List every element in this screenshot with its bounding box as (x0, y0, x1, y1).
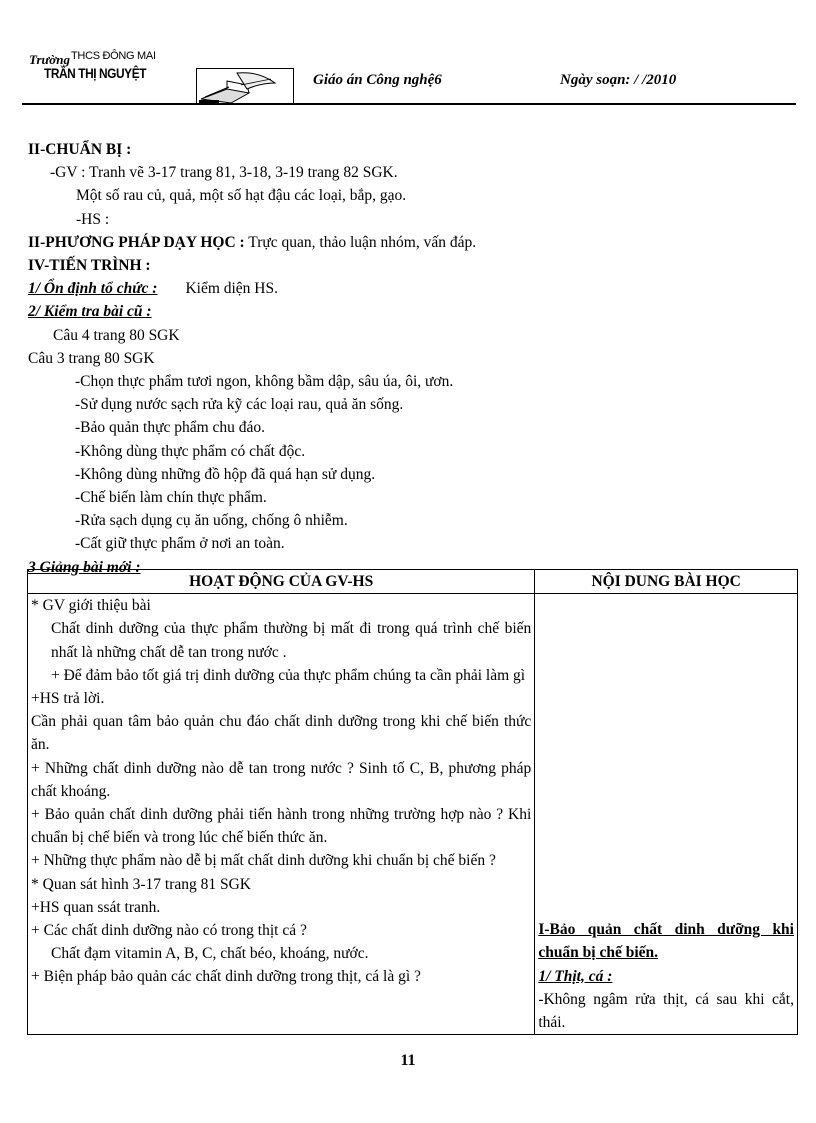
activity-line: + Để đảm bảo tốt giá trị dinh dưỡng của thực phẩm chúng ta cần phải làm gì (51, 666, 526, 684)
activity-line: +HS quan ssát tranh. (31, 898, 161, 916)
content-header: NỘI DUNG BÀI HỌC (535, 570, 798, 594)
lesson-body (28, 138, 798, 579)
activity-line: * Quan sát hình 3-17 trang 81 SGK (31, 875, 251, 893)
activity-line: Cần phải quan tâm bảo quản chu đáo chất dinh dưỡng trong khi chế biến thức ăn. (31, 713, 532, 754)
activity-line: +HS trả lời. (31, 690, 105, 708)
activity-line: + Những chất dinh dưỡng nào dễ tan trong nước ? Sinh tố C, B, phương pháp chất khoáng. (31, 759, 532, 800)
content-sub: 1/ Thịt, cá : (538, 967, 613, 985)
header-divider (22, 103, 796, 105)
step1-line (28, 277, 798, 300)
activity-cell (28, 594, 535, 1035)
q3-item: -Cất giữ thực phẩm ở nơi an toàn. (75, 535, 285, 553)
prep-title: II-CHUẨN BỊ : (28, 141, 132, 158)
lesson-table (27, 569, 798, 1035)
prep-date: Ngày soạn: / /2010 (560, 72, 677, 88)
content-spacer (538, 594, 794, 918)
content-cell (535, 594, 798, 1035)
activity-line: Chất đạm vitamin A, B, C, chất béo, khoáng, nước. (51, 945, 369, 963)
content-text: -Không ngâm rửa thịt, cá sau khi cắt, thái. (538, 990, 794, 1032)
subject-title: Giáo án Công nghệ6 (313, 72, 442, 88)
step3-title: 3 Giảng bài mới : (28, 558, 141, 576)
question-3: Câu 3 trang 80 SGK (28, 349, 155, 367)
process-title: IV-TIẾN TRÌNH : (28, 257, 151, 275)
book-quill-icon (197, 69, 293, 105)
q3-item: -Không dùng thực phẩm có chất độc. (75, 442, 306, 460)
q3-item: -Rửa sạch dụng cụ ăn uống, chống ô nhiễm. (75, 512, 348, 530)
activity-line: + Các chất dinh dưỡng nào có trong thịt cá ? (31, 922, 307, 940)
activity-line: Chất dinh dưỡng của thực phẩm thường bị mất đi trong quá trình chế biến nhất là những chất dễ tan trong nước . (51, 620, 532, 661)
school-name: THCS ĐÔNG MAI (71, 50, 156, 62)
school-prefix: Trường (29, 52, 71, 67)
method-line (28, 231, 798, 254)
prep-gv: -GV : Tranh vẽ 3-17 trang 81, 3-18, 3-19 trang 82 SGK. (50, 164, 398, 182)
page-number: 11 (400, 1052, 416, 1069)
q3-item: -Bảo quản thực phẩm chu đáo. (75, 419, 266, 437)
q3-item: -Chế biến làm chín thực phẩm. (75, 489, 267, 507)
table-header-row (28, 570, 798, 594)
method-text: Trực quan, thảo luận nhóm, vấn đáp. (244, 233, 477, 251)
activity-line: * GV giới thiệu bài (31, 597, 151, 615)
step1-title: 1/ Ổn định tổ chức : (28, 280, 158, 298)
method-title: II-PHƯƠNG PHÁP DẠY HỌC : (28, 233, 245, 251)
question-4: Câu 4 trang 80 SGK (53, 326, 180, 344)
activity-line: + Biện pháp bảo quản các chất dinh dưỡng trong thịt, cá là gì ? (31, 968, 421, 986)
page-header (0, 0, 816, 110)
prep-items: Một số rau củ, quả, một số hạt đậu các loại, bắp, gạo. (76, 187, 407, 205)
table-row (28, 594, 798, 1035)
prep-hs: -HS : (76, 210, 110, 228)
step1-text: Kiểm diện HS. (185, 280, 278, 298)
q3-item: -Sử dụng nước sạch rửa kỹ các loại rau, quả ăn sống. (75, 396, 404, 414)
q3-item: -Không dùng những đồ hộp đã quá hạn sử dụng. (75, 465, 376, 483)
step2-title: 2/ Kiểm tra bài cũ : (28, 303, 152, 321)
teacher-name: TRẦN THỊ NGUYỆT (44, 65, 147, 81)
book-quill-logo (196, 68, 294, 105)
activity-line: + Những thực phẩm nào dễ bị mất chất dinh dưỡng khi chuẩn bị chế biến ? (31, 852, 496, 870)
activity-header: HOẠT ĐỘNG CỦA GV-HS (28, 570, 535, 594)
activity-line: + Bảo quản chất dinh dưỡng phải tiến hành trong những trường hợp nào ? Khi chuẩn bị chế biến và trong lúc chế biến thức ăn. (31, 806, 532, 847)
content-heading: I-Bảo quản chất dinh dưỡng khi chuẩn bị chế biến. (538, 921, 794, 962)
q3-item: -Chọn thực phẩm tươi ngon, không bầm dập, sâu úa, ôi, ươn. (75, 373, 454, 391)
